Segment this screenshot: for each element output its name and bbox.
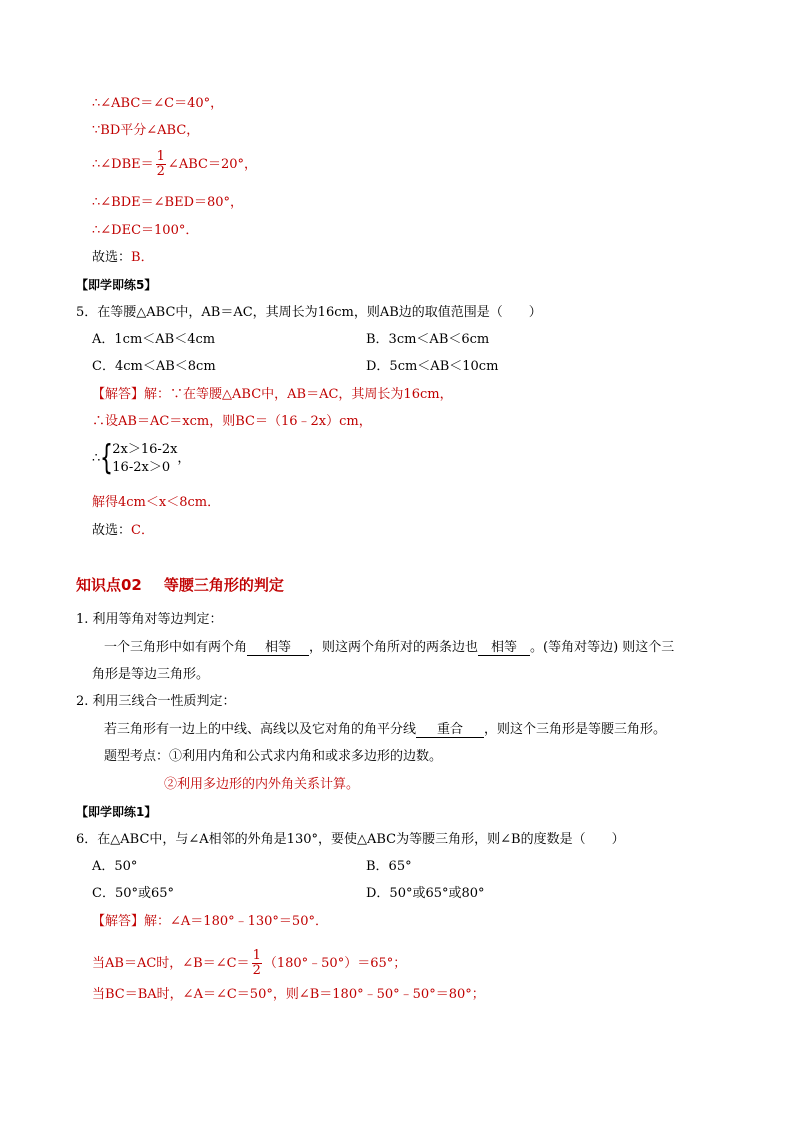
question-text: 5．在等腰△ABC中，AB＝AC，其周长为16cm，则AB边的取值范围是（ ） (76, 305, 542, 320)
item-title: 1. 利用等角对等边判定： (76, 612, 223, 627)
system-brace-group (100, 438, 178, 478)
item-body: 一个三角形中如有两个角 相等 ，则这两个角所对的两条边也 相等 。(等角对等边) 则这个三 (104, 640, 675, 655)
solution-line: ∴∠ABC＝∠C＝40°， (92, 96, 224, 111)
section-heading (76, 576, 284, 594)
option-b: B．3cm＜AB＜6cm (366, 332, 490, 347)
solution-line: 解得4cm＜x＜8cm． (92, 495, 221, 510)
fill-blank: 相等 (478, 640, 530, 656)
solution-line: 当BC＝BA时，∠A＝∠C＝50°，则∠B＝180°﹣50°﹣50°＝80°； (92, 987, 485, 1002)
inequality-system (92, 438, 191, 478)
system-comma: ， (177, 451, 191, 466)
option-c: C．50°或65° (92, 886, 175, 901)
system-row-2: 16-2x＞0 (112, 460, 171, 475)
answer-value: C． (131, 523, 154, 538)
section-title: 等腰三角形的判定 (163, 576, 284, 594)
question-text: 6．在△ABC中，与∠A相邻的外角是130°，要使△ABC为等腰三角形，则∠B的度数是（ ） (76, 832, 625, 847)
solution-text: （180°﹣50°）＝65°； (263, 956, 407, 971)
option-d: D．50°或65°或80° (366, 886, 485, 901)
practice-tag: 【即学即练1】 (76, 805, 157, 819)
answer-line (92, 249, 154, 267)
answer-label: 故选： (92, 250, 132, 265)
solution-line: ∴设AB＝AC＝xcm，则BC＝（16﹣2x）cm， (92, 414, 372, 429)
solution-tag: 【解答】 (92, 914, 145, 929)
practice-tag: 【即学即练5】 (76, 278, 157, 292)
solution-text: 解：∵在等腰△ABC中，AB＝AC，其周长为16cm， (144, 387, 453, 402)
solution-line (92, 913, 328, 931)
option-c: C．4cm＜AB＜8cm (92, 359, 216, 374)
solution-line-fraction (92, 949, 406, 978)
option-b: B．65° (366, 859, 412, 874)
option-a: A．50° (92, 859, 138, 874)
solution-line-fraction (92, 150, 257, 179)
solution-text: 当AB＝AC时，∠B＝∠C＝ (92, 956, 250, 971)
item-body: 角形是等边三角形。 (92, 667, 210, 682)
fraction-one-half: $\frac{1}{2}$ (156, 149, 165, 179)
option-d: D．5cm＜AB＜10cm (366, 359, 499, 374)
solution-line (92, 386, 453, 404)
item-body: 若三角形有一边上的中线、高线以及它对角的角平分线 重合 ，则这个三角形是等腰三角形。 (104, 722, 667, 737)
solution-line: ∴∠BDE＝∠BED＝80°， (92, 195, 244, 210)
answer-value: B． (131, 250, 154, 265)
solution-text: ∠ABC＝20°， (167, 157, 257, 172)
system-row-1: 2x＞16-2x (112, 442, 178, 457)
exam-points: 题型考点：①利用内角和公式求内角和或求多边形的边数。 (104, 749, 443, 764)
item-title: 2. 利用三线合一性质判定： (76, 694, 236, 709)
solution-text: ∴∠DBE＝ (92, 157, 154, 172)
solution-line: ∵BD平分∠ABC， (92, 123, 200, 138)
answer-label: 故选： (92, 523, 132, 538)
fill-blank: 相等 (247, 640, 309, 656)
answer-line (92, 522, 154, 540)
fill-blank: 重合 (416, 722, 484, 738)
fraction-one-half: $\frac{1}{2}$ (252, 948, 261, 978)
section-number: 知识点02 (76, 576, 142, 594)
exam-points: ②利用多边形的内外角关系计算。 (164, 777, 360, 792)
solution-text: 解：∠A＝180°﹣130°＝50°． (144, 914, 328, 929)
solution-tag: 【解答】 (92, 387, 145, 402)
therefore-symbol: ∴ (92, 451, 101, 466)
option-a: A．1cm＜AB＜4cm (92, 332, 216, 347)
solution-line: ∴∠DEC＝100°． (92, 223, 199, 238)
left-brace-icon: { (100, 438, 114, 478)
